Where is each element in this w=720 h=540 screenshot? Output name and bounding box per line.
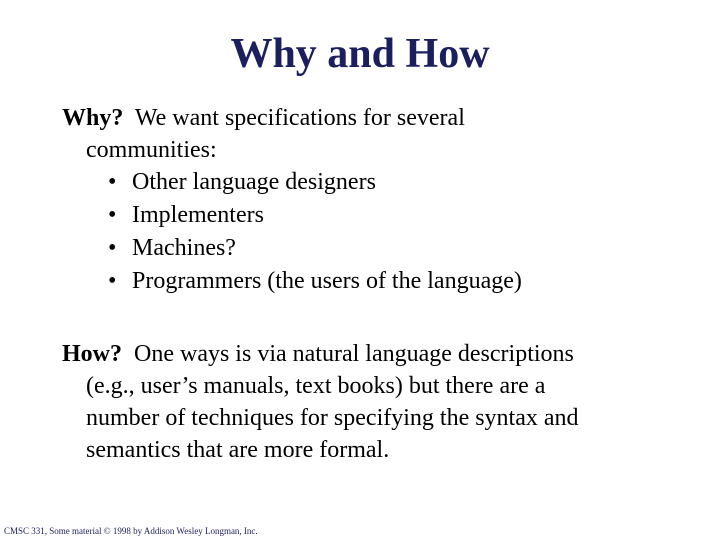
bullet-item: [62, 199, 682, 232]
how-first-line: [62, 338, 682, 370]
footer-copyright: CMSC 331, Some material © 1998 by Addison Wesley Longman, Inc.: [4, 526, 258, 536]
slide-title: Why and How: [230, 31, 490, 77]
why-first-line: [62, 102, 682, 134]
how-text-line-4: semantics that are more formal.: [86, 437, 390, 463]
why-paragraph: [62, 102, 682, 298]
bullet-item: [62, 232, 682, 265]
how-text-line-1: One ways is via natural language descriptions: [122, 341, 574, 367]
bullet-text: Other language designers: [132, 169, 376, 195]
why-text-line-2: communities:: [86, 137, 217, 163]
how-text-line-2: (e.g., user’s manuals, text books) but there are a: [86, 373, 546, 399]
how-paragraph: [62, 338, 682, 466]
bullet-icon: •: [108, 235, 117, 261]
bullet-text: Programmers (the users of the language): [132, 268, 522, 294]
bullet-icon: •: [108, 169, 117, 195]
why-lead: Why?: [62, 105, 124, 131]
bullet-item: [62, 265, 682, 298]
bullet-text: Implementers: [132, 202, 264, 228]
bullet-item: [62, 166, 682, 199]
bullet-text: Machines?: [132, 235, 236, 261]
why-bullet-list: [62, 166, 682, 298]
why-text-line-1: We want specifications for several: [123, 105, 465, 131]
how-lead: How?: [62, 341, 122, 367]
bullet-icon: •: [108, 268, 117, 294]
how-text-line-3: number of techniques for specifying the syntax and: [86, 405, 579, 431]
bullet-icon: •: [108, 202, 117, 228]
